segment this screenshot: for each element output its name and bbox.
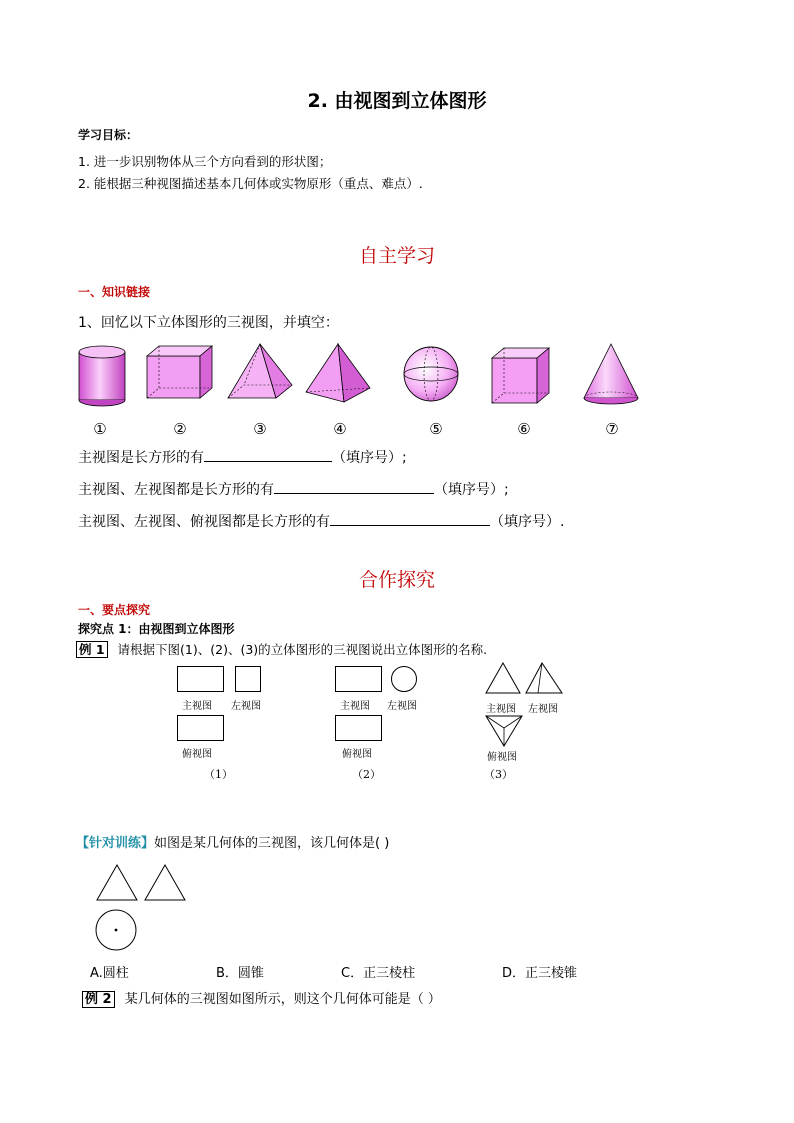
answer-blank-3[interactable] xyxy=(330,511,490,526)
fill-line-2 xyxy=(78,479,509,499)
option-b[interactable]: B．圆锥 xyxy=(216,966,264,981)
fig1-left-label: 左视图 xyxy=(231,701,261,712)
fig1-left-view xyxy=(235,666,261,692)
training-three-views xyxy=(90,862,190,952)
cylinder-shape xyxy=(79,346,125,406)
fig1-label: （1） xyxy=(204,768,233,781)
fig3-front-label: 主视图 xyxy=(486,704,516,715)
fig2-label: （2） xyxy=(352,768,381,781)
fig1-front-view xyxy=(177,666,224,692)
answer-blank-1[interactable] xyxy=(204,447,332,462)
training-front-view xyxy=(97,865,137,900)
shape-number-2: ② xyxy=(173,420,187,438)
fig1-front-label: 主视图 xyxy=(182,701,212,712)
fill-line-3-prefix: 主视图、左视图、俯视图都是长方形的有 xyxy=(78,514,330,530)
option-c[interactable]: C．正三棱柱 xyxy=(341,966,416,981)
goal-item-1: 1. 进一步识别物体从三个方向看到的形状图； xyxy=(78,154,332,169)
subheading-knowledge-link: 一、知识链接 xyxy=(78,285,151,299)
section-title-cooperative: 合作探究 xyxy=(358,569,435,591)
training-tag: 【针对训练】 xyxy=(76,836,155,851)
example-2 xyxy=(82,988,441,1007)
triangular-pyramid-shape xyxy=(306,344,370,402)
fig3-top-label: 俯视图 xyxy=(487,752,517,763)
shape-number-4: ④ xyxy=(333,420,347,438)
shape-number-3: ③ xyxy=(253,420,267,438)
example-2-tag: 例 2 xyxy=(82,991,115,1008)
example-1-tag: 例 1 xyxy=(76,641,108,658)
example-2-text: 某几何体的三视图如图所示，则这个几何体可能是（ ） xyxy=(124,992,441,1007)
training-text: 如图是某几何体的三视图，该几何体是( ) xyxy=(154,836,390,851)
example-1-text: 请根据下图(1)、(2)、(3)的立体图形的三视图说出立体图形的名称. xyxy=(117,642,488,657)
fig2-top-label: 俯视图 xyxy=(342,749,372,760)
fill-line-2-suffix: （填序号）; xyxy=(434,482,509,498)
fig1-top-view xyxy=(177,715,224,741)
exploration-point-1: 探究点 1：由视图到立体图形 xyxy=(78,622,235,636)
fill-line-1-prefix: 主视图是长方形的有 xyxy=(78,450,204,466)
fill-line-3 xyxy=(78,511,564,531)
fill-line-2-prefix: 主视图、左视图都是长方形的有 xyxy=(78,482,274,498)
fig3-front-view xyxy=(486,663,520,693)
shape-number-6: ⑥ xyxy=(517,420,531,438)
shape-number-7: ⑦ xyxy=(605,420,619,438)
shape-number-5: ⑤ xyxy=(429,420,443,438)
option-a[interactable]: A.圆柱 xyxy=(90,966,129,981)
square-pyramid-shape xyxy=(228,344,292,398)
fig2-left-label: 左视图 xyxy=(387,701,417,712)
cube-shape xyxy=(492,348,549,403)
targeted-training xyxy=(76,832,389,851)
fig3-left-view xyxy=(526,663,562,693)
fill-line-3-suffix: （填序号）. xyxy=(490,514,565,530)
fig3-left-label: 左视图 xyxy=(528,704,558,715)
goal-item-2: 2. 能根据三种视图描述基本几何体或实物原形（重点、难点）. xyxy=(78,176,423,191)
option-d[interactable]: D．正三棱锥 xyxy=(502,966,578,981)
fig2-left-view xyxy=(391,666,417,692)
answer-blank-2[interactable] xyxy=(274,479,434,494)
cone-shape xyxy=(584,344,638,404)
fig3-label: （3） xyxy=(484,768,513,781)
section-title-self-study: 自主学习 xyxy=(358,245,435,267)
fig2-top-view xyxy=(335,715,382,741)
shape-number-1: ① xyxy=(93,420,107,438)
solid-shapes-figure xyxy=(70,340,650,412)
cuboid-shape xyxy=(147,346,212,398)
fill-line-1 xyxy=(78,447,407,467)
subheading-key-points: 一、要点探究 xyxy=(78,603,151,617)
fill-line-1-suffix: （填序号）; xyxy=(332,450,407,466)
example-1 xyxy=(76,640,487,658)
fig1-top-label: 俯视图 xyxy=(182,749,212,760)
fig2-front-view xyxy=(335,666,382,692)
sphere-shape xyxy=(404,347,458,401)
training-left-view xyxy=(145,865,185,900)
fig2-front-label: 主视图 xyxy=(340,701,370,712)
goals-label: 学习目标： xyxy=(78,128,139,142)
question-1: 1、回忆以下立体图形的三视图，并填空： xyxy=(78,315,339,331)
page-title: 2. 由视图到立体图形 xyxy=(307,90,487,112)
